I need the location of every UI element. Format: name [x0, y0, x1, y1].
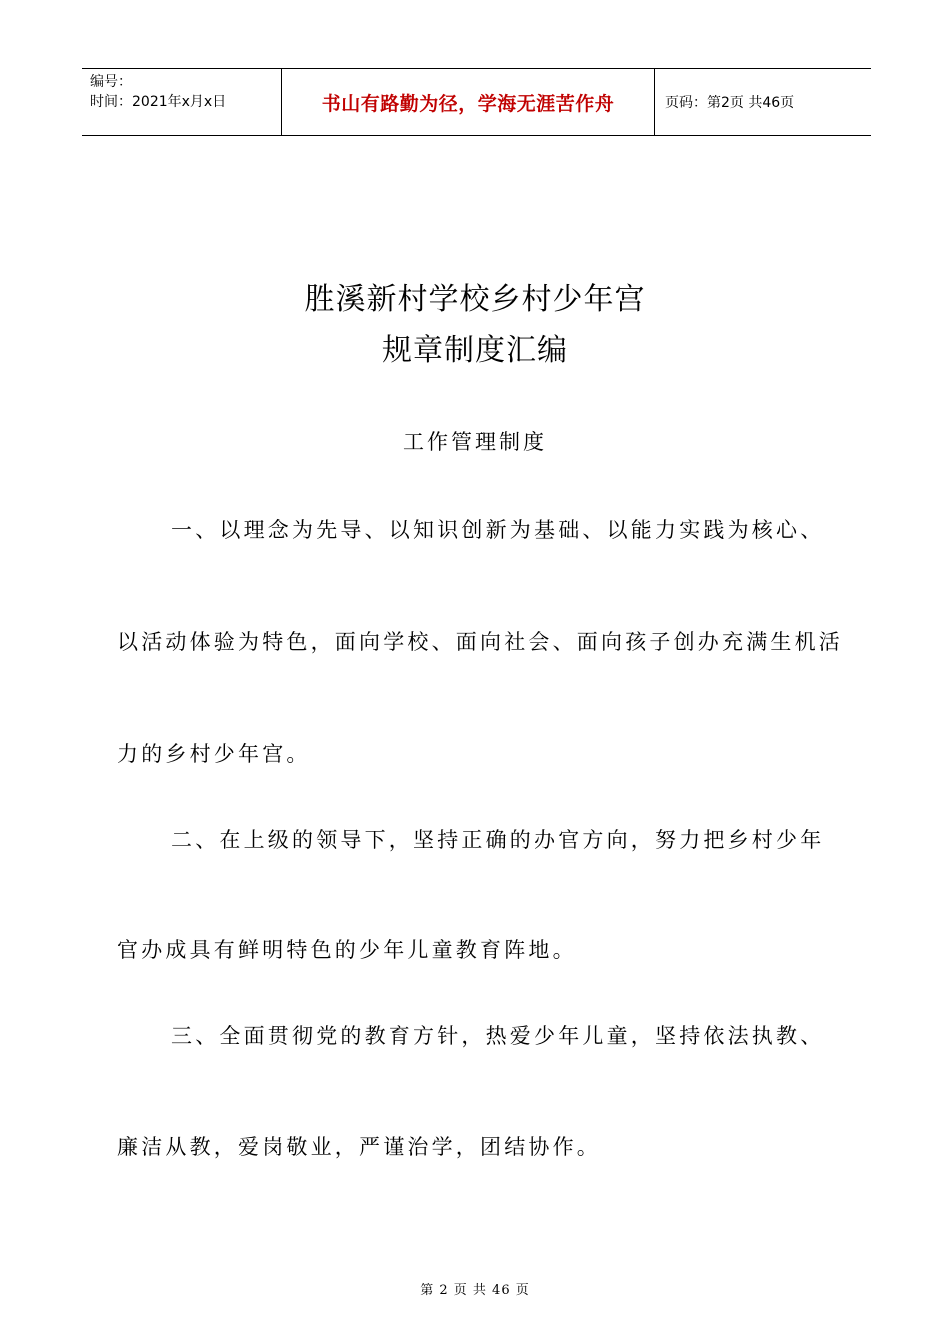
- paragraph-line: 官办成具有鲜明特色的少年儿童教育阵地。: [117, 938, 577, 962]
- paragraph-line: 三、全面贯彻党的教育方针，热爱少年儿童，坚持依法执教、: [171, 1024, 825, 1048]
- time-label: 时间：2021年x月x日: [90, 94, 227, 110]
- paragraph-line: 廉洁从教，爱岗敬业，严谨治学，团结协作。: [117, 1135, 601, 1159]
- header-motto: 书山有路勤为径，学海无涯苦作舟: [282, 69, 655, 135]
- page-footer: 第 2 页 共 46 页: [420, 1283, 530, 1298]
- paragraph-line: 一、以理念为先导、以知识创新为基础、以能力实践为核心、: [171, 518, 825, 542]
- header-page-info: 页码：第2页 共46页: [665, 95, 795, 111]
- section-title: 工作管理制度: [403, 430, 547, 454]
- document-title-line2: 规章制度汇编: [382, 333, 568, 368]
- number-label: 编号：: [90, 74, 132, 90]
- paragraph-line: 力的乡村少年宫。: [117, 742, 311, 766]
- paragraph-line: 以活动体验为特色，面向学校、面向社会、面向孩子创办充满生机活: [117, 630, 843, 654]
- paragraph-line: 二、在上级的领导下，坚持正确的办官方向，努力把乡村少年: [171, 828, 825, 852]
- document-header: [82, 68, 871, 136]
- header-meta-cell: [82, 69, 282, 135]
- document-title-line1: 胜溪新村学校乡村少年宫: [304, 282, 646, 317]
